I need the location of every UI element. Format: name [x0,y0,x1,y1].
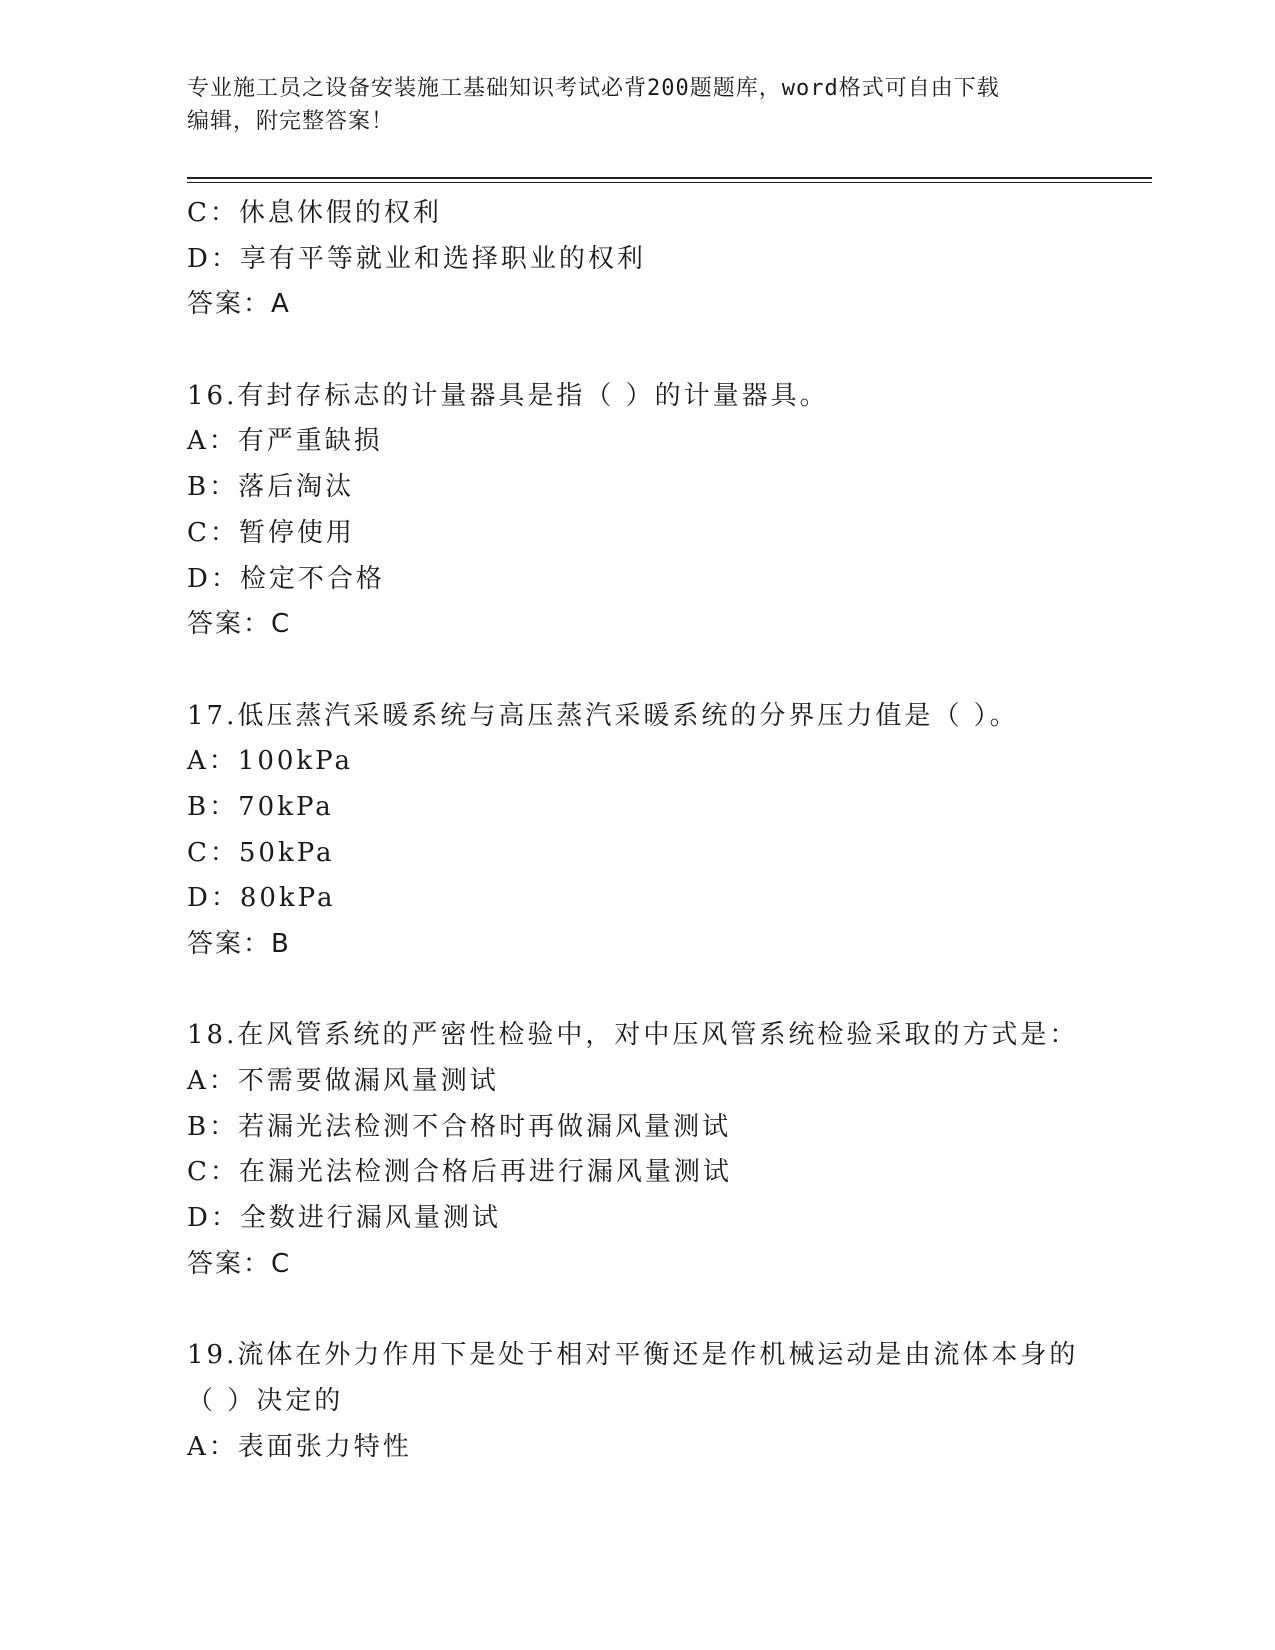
option-a: A：表面张力特性 [187,1431,412,1462]
document-header [187,72,1087,138]
question-15-tail [187,191,1087,328]
option-b: B：若漏光法检测不合格时再做漏风量测试 [187,1111,732,1142]
header-divider-thick [187,177,1152,179]
answer-line: 答案：C [187,609,292,640]
option-c: C：暂停使用 [187,517,355,548]
option-a: A：有严重缺损 [187,426,383,457]
option-d: D：80kPa [187,883,336,914]
option-d: D：检定不合格 [187,563,385,594]
question-text-line-2: （ ）决定的 [187,1385,344,1416]
header-divider-thin [187,182,1152,183]
answer-line: 答案：A [187,289,291,320]
question-list [187,191,1087,1470]
option-a: A：100kPa [187,746,353,777]
option-c: C：休息休假的权利 [187,198,442,228]
option-d: D：全数进行漏风量测试 [187,1203,501,1234]
option-b: B：落后淘汰 [187,472,355,503]
option-c: C：50kPa [187,837,335,868]
question-spacer [187,1288,1087,1334]
question-text: 18.在风管系统的严密性检验中，对中压风管系统检验采取的方式是： [187,1020,1079,1051]
option-b: B：70kPa [187,791,334,822]
question-19 [187,1333,1087,1470]
option-d: D：享有平等就业和选择职业的权利 [187,243,646,274]
option-c: C：在漏光法检测合格后再进行漏风量测试 [187,1157,732,1188]
question-text: 16.有封存标志的计量器具是指（ ）的计量器具。 [187,380,829,411]
question-text-line-1: 19.流体在外力作用下是处于相对平衡还是作机械运动是由流体本身的 [187,1340,1079,1371]
answer-line: 答案：C [187,1248,292,1279]
question-17 [187,694,1087,968]
question-spacer [187,648,1087,694]
question-16 [187,374,1087,648]
question-text: 17.低压蒸汽采暖系统与高压蒸汽采暖系统的分界压力值是（ ）。 [187,700,1019,731]
header-title-line-2: 编辑，附完整答案！ [187,109,395,134]
question-18 [187,1013,1087,1287]
question-spacer [187,968,1087,1014]
option-a: A：不需要做漏风量测试 [187,1066,499,1097]
header-title-line-1: 专业施工员之设备安装施工基础知识考试必背200题题库，word格式可自由下载 [187,76,1000,101]
question-spacer [187,328,1087,374]
answer-line: 答案：B [187,929,291,959]
